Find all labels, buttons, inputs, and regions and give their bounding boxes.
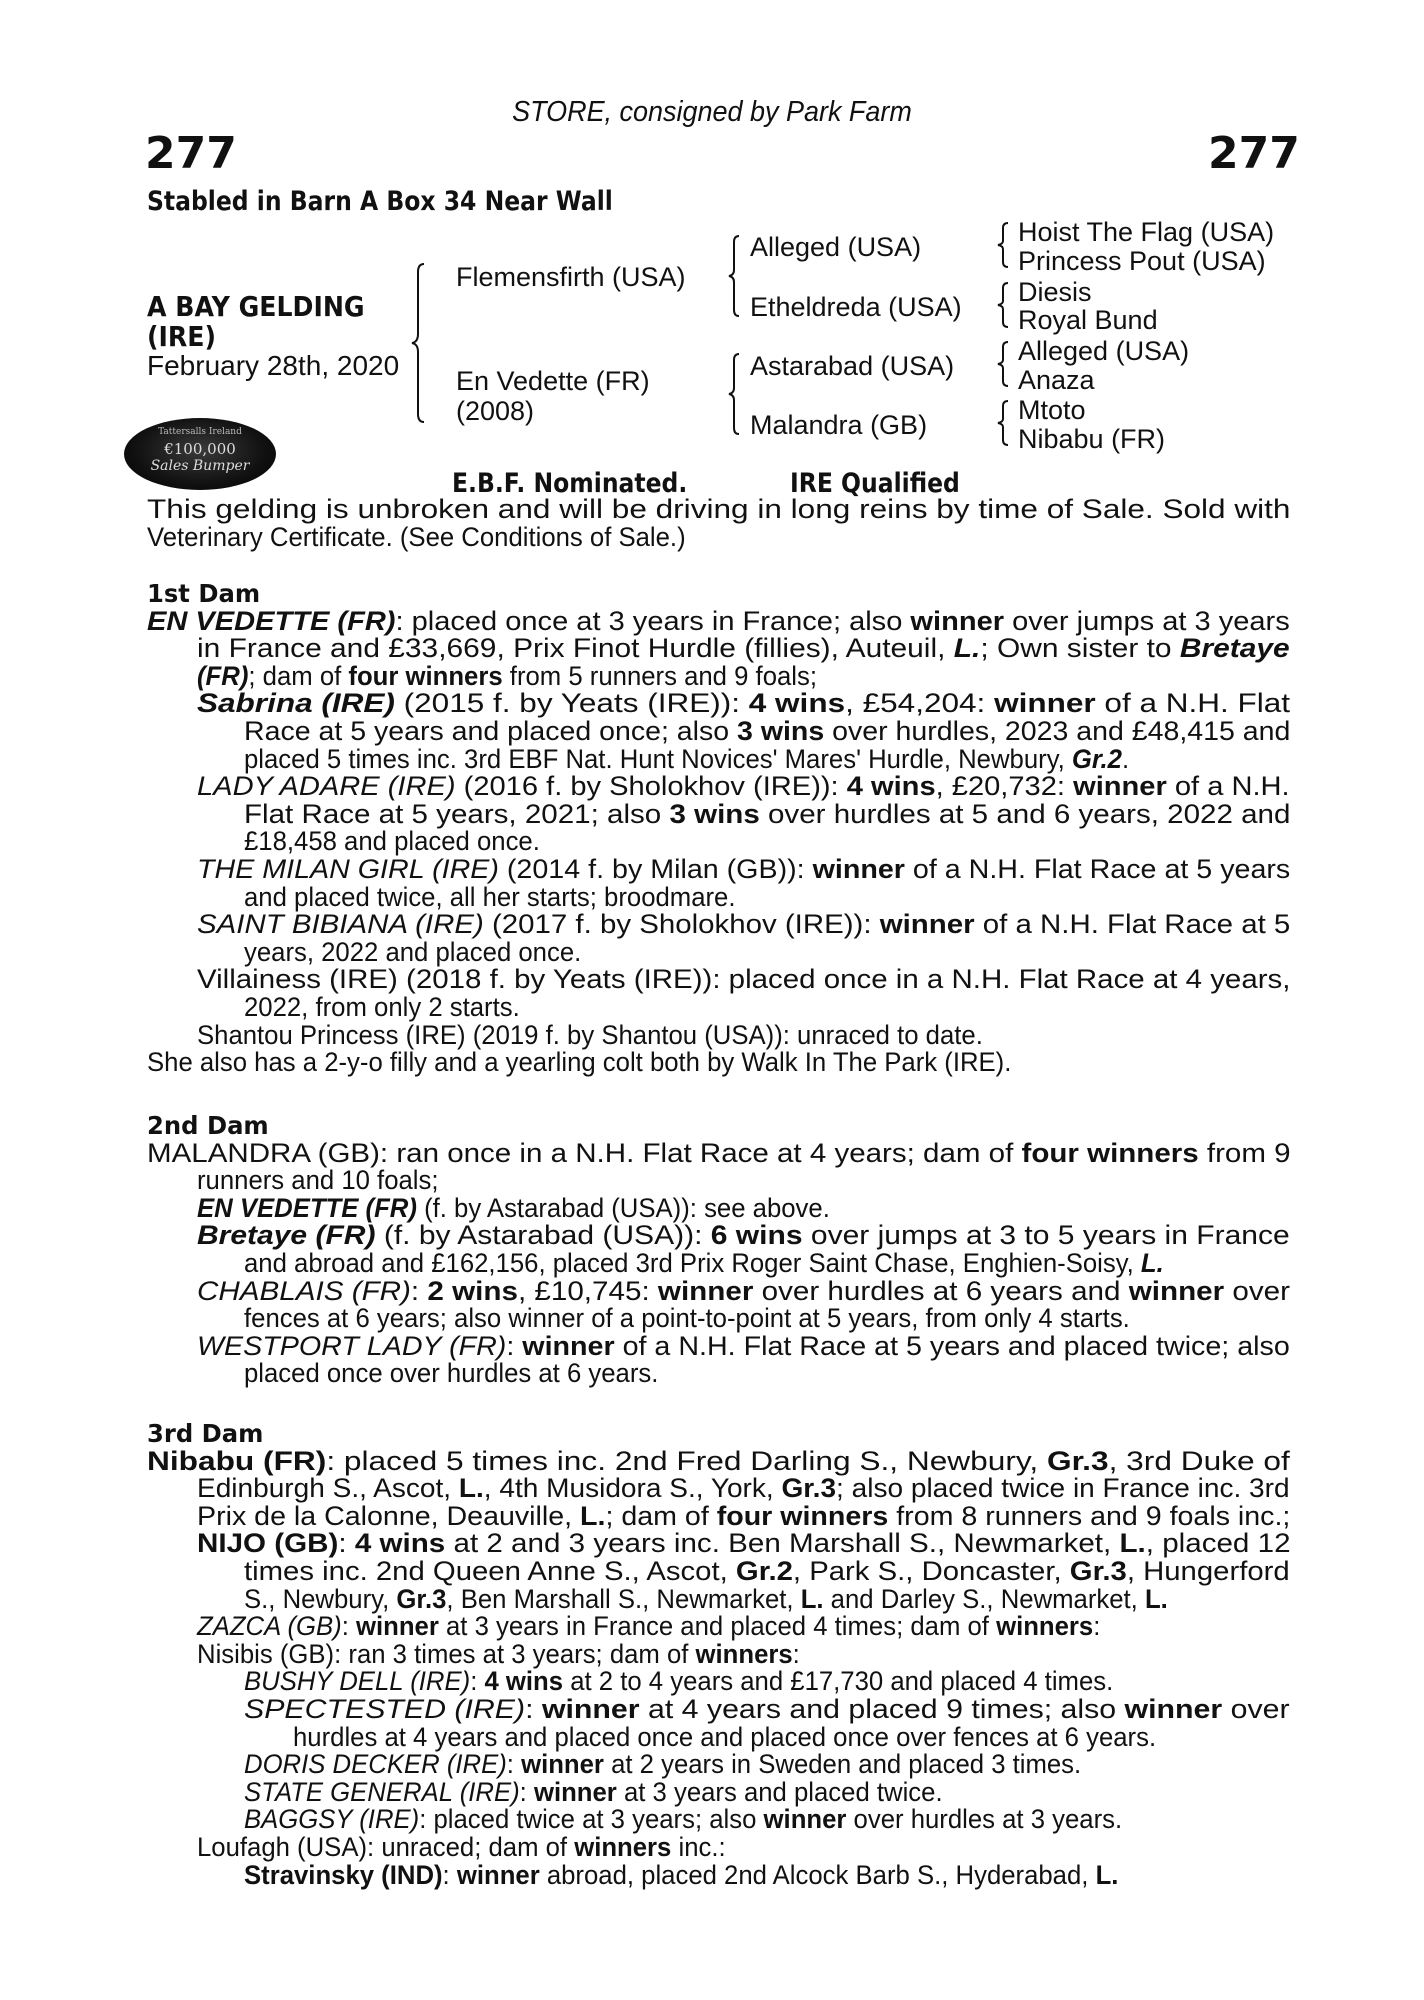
sale-notes-line: This gelding is unbroken and will be driving in long reins by time of Sale. Sold with: [147, 494, 1291, 524]
produce-entry-line: ZAZCA (GB): winner at 3 years in France and placed 4 times; dam of winners:: [197, 1611, 1101, 1642]
produce-entry-line: LADY ADARE (IRE) (2016 f. by Sholokhov (IRE)): 4 wins, £20,732: winner of a N.H.: [197, 771, 1290, 802]
lot-number-left: 277: [145, 128, 237, 179]
foaling-date: February 28th, 2020: [147, 350, 400, 381]
produce-entry-line: THE MILAN GIRL (IRE) (2014 f. by Milan (GB)): winner of a N.H. Flat Race at 5 years: [197, 853, 1291, 884]
produce-entry-line: Bretaye (FR) (f. by Astarabad (USA)): 6 wins over jumps at 3 to 5 years in France: [197, 1220, 1290, 1251]
pedigree-brace-dam: [727, 352, 743, 436]
produce-entry-line: WESTPORT LADY (FR): winner of a N.H. Flat Race at 5 years and placed twice; also: [197, 1330, 1290, 1361]
sale-notes-line: Veterinary Certificate. (See Conditions of Sale.): [147, 521, 686, 552]
produce-entry-line: and placed twice, all her starts; broodmare.: [244, 881, 736, 912]
pedigree-g3: Diesis: [1018, 277, 1092, 307]
pedigree-dam-year: (2008): [456, 396, 535, 426]
badge-line3: Sales Bumper: [150, 458, 250, 474]
sale-notes: [147, 496, 1290, 551]
produce-entry-line: EN VEDETTE (FR) (f. by Astarabad (USA)): see above.: [197, 1192, 830, 1223]
produce-entry-line: Villainess (IRE) (2018 f. by Yeats (IRE)): placed once in a N.H. Flat Race at 4 years,: [197, 964, 1291, 995]
pedigree-sire-dam: Etheldreda (USA): [750, 292, 962, 322]
pedigree-brace-g3: [996, 339, 1012, 389]
produce-entry-line: Nisibis (GB): ran 3 times at 3 years; dam of winners:: [197, 1638, 800, 1669]
pedigree-g5: Alleged (USA): [1018, 336, 1190, 366]
produce-entry-line: S., Newbury, Gr.3, Ben Marshall S., Newmarket, L. and Darley S., Newmarket, L.: [244, 1583, 1168, 1614]
produce-entry-line: DORIS DECKER (IRE): winner at 2 years in Sweden and placed 3 times.: [244, 1749, 1082, 1780]
pedigree-g4: Royal Bund: [1018, 305, 1158, 335]
produce-entry-line: CHABLAIS (FR): 2 wins, £10,745: winner over hurdles at 6 years and winner over: [197, 1275, 1291, 1306]
produce-entry-line: placed 5 times inc. 3rd EBF Nat. Hunt Novices' Mares' Hurdle, Newbury, Gr.2.: [244, 743, 1130, 774]
pedigree-sire-sire: Alleged (USA): [750, 232, 922, 262]
pedigree-brace-g1: [996, 220, 1012, 270]
ire-qualified: IRE Qualified: [790, 468, 960, 499]
lot-number-right: 277: [1208, 128, 1300, 179]
pedigree-dam-sire: Astarabad (USA): [750, 351, 955, 381]
produce-entry-line: £18,458 and placed once.: [244, 826, 540, 857]
produce-entry-line: and abroad and £162,156, placed 3rd Prix Roger Saint Chase, Enghien-Soisy, L.: [244, 1247, 1164, 1278]
horse-country: (IRE): [147, 320, 217, 353]
sales-bumper-badge: [124, 418, 276, 490]
section-heading: 3rd Dam: [147, 1419, 264, 1448]
produce-entry-line: Race at 5 years and placed once; also 3 wins over hurdles, 2023 and £48,415 and: [244, 715, 1291, 746]
pedigree-sire: Flemensfirth (USA): [456, 262, 686, 292]
produce-entry-line: Stravinsky (IND): winner abroad, placed 2nd Alcock Barb S., Hyderabad, L.: [244, 1859, 1119, 1890]
pedigree-brace-sire: [727, 234, 743, 318]
badge-line2: €100,000: [164, 440, 236, 458]
dam-entry-line: runners and 10 foals;: [197, 1165, 439, 1196]
pedigree-dam-dam: Malandra (GB): [750, 410, 928, 440]
first-dam-section: [147, 580, 1290, 1077]
produce-entry-line: fences at 6 years; also winner of a point-to-point at 5 years, from only 4 starts.: [244, 1303, 1130, 1334]
pedigree-brace-g2: [996, 280, 1012, 330]
produce-entry-line: years, 2022 and placed once.: [244, 936, 582, 967]
produce-entry-line: times inc. 2nd Queen Anne S., Ascot, Gr.2, Park S., Doncaster, Gr.3, Hungerford: [244, 1555, 1290, 1586]
pedigree-brace-g4: [996, 398, 1012, 448]
produce-entry-line: Loufagh (USA): unraced; dam of winners inc.:: [197, 1831, 726, 1862]
produce-entry-line: BUSHY DELL (IRE): 4 wins at 2 to 4 years and £17,730 and placed 4 times.: [244, 1666, 1114, 1697]
produce-entry-line: NIJO (GB): 4 wins at 2 and 3 years inc. Ben Marshall S., Newmarket, L., placed 12: [197, 1528, 1291, 1559]
section-heading: 2nd Dam: [147, 1111, 269, 1140]
ebf-nominated: E.B.F. Nominated.: [452, 468, 688, 499]
pedigree-g1: Hoist The Flag (USA): [1018, 217, 1275, 247]
dam-entry-line: in France and £33,669, Prix Finot Hurdle (fillies), Auteuil, L.; Own sister to Bretaye: [197, 633, 1290, 664]
stabling-info: Stabled in Barn A Box 34 Near Wall: [147, 186, 613, 217]
dam-entry-line: (FR); dam of four winners from 5 runners and 9 foals;: [197, 660, 817, 691]
dam-entry-line: EN VEDETTE (FR): placed once at 3 years in France; also winner over jumps at 3 years: [147, 605, 1290, 636]
horse-description: A BAY GELDING: [147, 290, 365, 323]
produce-entry-line: Flat Race at 5 years, 2021; also 3 wins over hurdles at 5 and 6 years, 2022 and: [244, 798, 1291, 829]
consignor-line: STORE, consigned by Park Farm: [512, 96, 912, 128]
dam-entry-line: Nibabu (FR): placed 5 times inc. 2nd Fred Darling S., Newbury, Gr.3, 3rd Duke of: [147, 1445, 1290, 1476]
produce-entry-line: She also has a 2-y-o filly and a yearling colt both by Walk In The Park (IRE).: [147, 1047, 1012, 1078]
dam-entry-line: MALANDRA (GB): ran once in a N.H. Flat Race at 4 years; dam of four winners from 9: [147, 1137, 1291, 1168]
produce-entry-line: hurdles at 4 years and placed once and placed once over fences at 6 years.: [293, 1721, 1157, 1752]
badge-line1: Tattersalls Ireland: [158, 427, 242, 437]
pedigree-g2: Princess Pout (USA): [1018, 246, 1266, 276]
pedigree-brace-main: [410, 262, 432, 424]
pedigree-g7: Mtoto: [1018, 395, 1086, 425]
pedigree-g8: Nibabu (FR): [1018, 424, 1166, 454]
produce-entry-line: 2022, from only 2 starts.: [244, 991, 520, 1022]
produce-entry-line: Shantou Princess (IRE) (2019 f. by Shantou (USA)): unraced to date.: [197, 1019, 983, 1050]
section-heading: 1st Dam: [147, 579, 261, 608]
produce-entry-line: SPECTESTED (IRE): winner at 4 years and placed 9 times; also winner over: [244, 1693, 1290, 1724]
dam-entry-line: Prix de la Calonne, Deauville, L.; dam of four winners from 8 runners and 9 foals inc.;: [197, 1500, 1291, 1531]
produce-entry-line: SAINT BIBIANA (IRE) (2017 f. by Sholokhov (IRE)): winner of a N.H. Flat Race at 5: [197, 909, 1291, 940]
produce-entry-line: placed once over hurdles at 6 years.: [244, 1358, 659, 1389]
third-dam-section: [147, 1420, 1290, 1889]
produce-entry-line: STATE GENERAL (IRE): winner at 3 years and placed twice.: [244, 1776, 943, 1807]
pedigree-dam: En Vedette (FR): [456, 366, 650, 396]
produce-entry-line: BAGGSY (IRE): placed twice at 3 years; also winner over hurdles at 3 years.: [244, 1804, 1123, 1835]
second-dam-section: [147, 1112, 1290, 1388]
pedigree-g6: Anaza: [1018, 365, 1095, 395]
produce-entry-line: Sabrina (IRE) (2015 f. by Yeats (IRE)): 4 wins, £54,204: winner of a N.H. Flat: [197, 688, 1291, 719]
dam-entry-line: Edinburgh S., Ascot, L., 4th Musidora S., York, Gr.3; also placed twice in France inc. 3rd: [197, 1473, 1290, 1504]
